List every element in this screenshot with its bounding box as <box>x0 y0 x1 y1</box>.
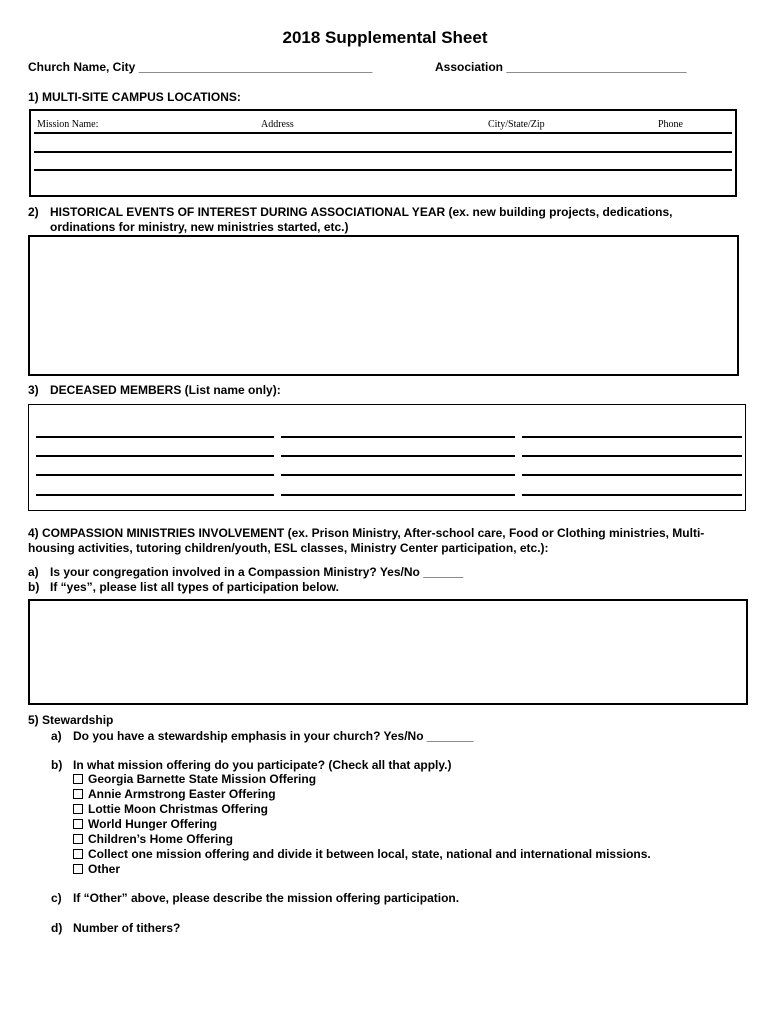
section-2-heading-cont: ordinations for ministry, new ministries started, etc.) <box>50 220 349 234</box>
section-4-heading-cont: housing activities, tutoring children/youth, ESL classes, Ministry Center participation, etc.): <box>28 541 549 555</box>
name-line[interactable] <box>36 455 274 457</box>
checkbox-icon[interactable] <box>73 774 83 784</box>
q5a-text[interactable]: Do you have a stewardship emphasis in your church? Yes/No _______ <box>73 729 474 743</box>
col-city-state-zip: City/State/Zip <box>488 119 545 130</box>
section-4-heading: 4) COMPASSION MINISTRIES INVOLVEMENT (ex. Prison Ministry, After-school care, Food or Clothing ministries, Multi- <box>28 526 705 540</box>
col-phone: Phone <box>658 119 683 130</box>
campus-locations-table <box>29 109 737 197</box>
section-3-number: 3) <box>28 383 39 397</box>
q5c-label: c) <box>51 891 62 905</box>
compassion-ministries-box[interactable] <box>28 599 748 705</box>
checkbox-icon[interactable] <box>73 849 83 859</box>
historical-events-box[interactable] <box>28 235 739 376</box>
option-lottie-moon[interactable]: Lottie Moon Christmas Offering <box>73 802 753 817</box>
q5d-text: Number of tithers? <box>73 921 181 935</box>
option-georgia-barnette[interactable]: Georgia Barnette State Mission Offering <box>73 772 753 787</box>
q5d-label: d) <box>51 921 63 935</box>
name-line[interactable] <box>281 455 515 457</box>
option-world-hunger[interactable]: World Hunger Offering <box>73 817 753 832</box>
q5b-text: In what mission offering do you participate? (Check all that apply.) <box>73 758 452 772</box>
name-line[interactable] <box>522 455 742 457</box>
deceased-members-box <box>28 404 746 511</box>
q4a-label: a) <box>28 565 39 579</box>
option-other[interactable]: Other <box>73 862 753 877</box>
mission-offering-options <box>73 772 753 877</box>
q4b-text: If “yes”, please list all types of participation below. <box>50 580 339 594</box>
q4b-label: b) <box>28 580 40 594</box>
col-mission-name: Mission Name: <box>37 119 99 130</box>
name-line[interactable] <box>522 436 742 438</box>
option-annie-armstrong[interactable]: Annie Armstrong Easter Offering <box>73 787 753 802</box>
section-2-number: 2) <box>28 205 39 219</box>
checkbox-icon[interactable] <box>73 819 83 829</box>
q5b-label: b) <box>51 758 63 772</box>
option-collect-one[interactable]: Collect one mission offering and divide it between local, state, national and international missions. <box>73 847 753 862</box>
checkbox-icon[interactable] <box>73 864 83 874</box>
option-childrens-home[interactable]: Children’s Home Offering <box>73 832 753 847</box>
q4a-text[interactable]: Is your congregation involved in a Compassion Ministry? Yes/No ______ <box>50 565 464 579</box>
name-line[interactable] <box>36 494 274 496</box>
name-line[interactable] <box>36 436 274 438</box>
checkbox-icon[interactable] <box>73 804 83 814</box>
church-name-field[interactable]: Church Name, City ___________________________________ <box>28 60 373 74</box>
checkbox-icon[interactable] <box>73 789 83 799</box>
name-line[interactable] <box>281 436 515 438</box>
table-row[interactable] <box>34 151 732 153</box>
name-line[interactable] <box>281 474 515 476</box>
col-address: Address <box>261 119 294 130</box>
section-5-heading: 5) Stewardship <box>28 713 114 727</box>
checkbox-icon[interactable] <box>73 834 83 844</box>
name-line[interactable] <box>36 474 274 476</box>
name-line[interactable] <box>522 494 742 496</box>
table-row[interactable] <box>34 132 732 134</box>
association-field[interactable]: Association ___________________________ <box>435 60 687 74</box>
name-line[interactable] <box>281 494 515 496</box>
section-3-heading: DECEASED MEMBERS (List name only): <box>50 383 281 397</box>
page-title: 2018 Supplemental Sheet <box>282 28 488 47</box>
name-line[interactable] <box>522 474 742 476</box>
table-row[interactable] <box>34 169 732 171</box>
q5a-label: a) <box>51 729 62 743</box>
section-1-heading: 1) MULTI-SITE CAMPUS LOCATIONS: <box>28 90 241 104</box>
q5c-text: If “Other” above, please describe the mission offering participation. <box>73 891 460 905</box>
section-2-heading: HISTORICAL EVENTS OF INTEREST DURING ASSOCIATIONAL YEAR (ex. new building projects, dedications, <box>50 205 673 219</box>
